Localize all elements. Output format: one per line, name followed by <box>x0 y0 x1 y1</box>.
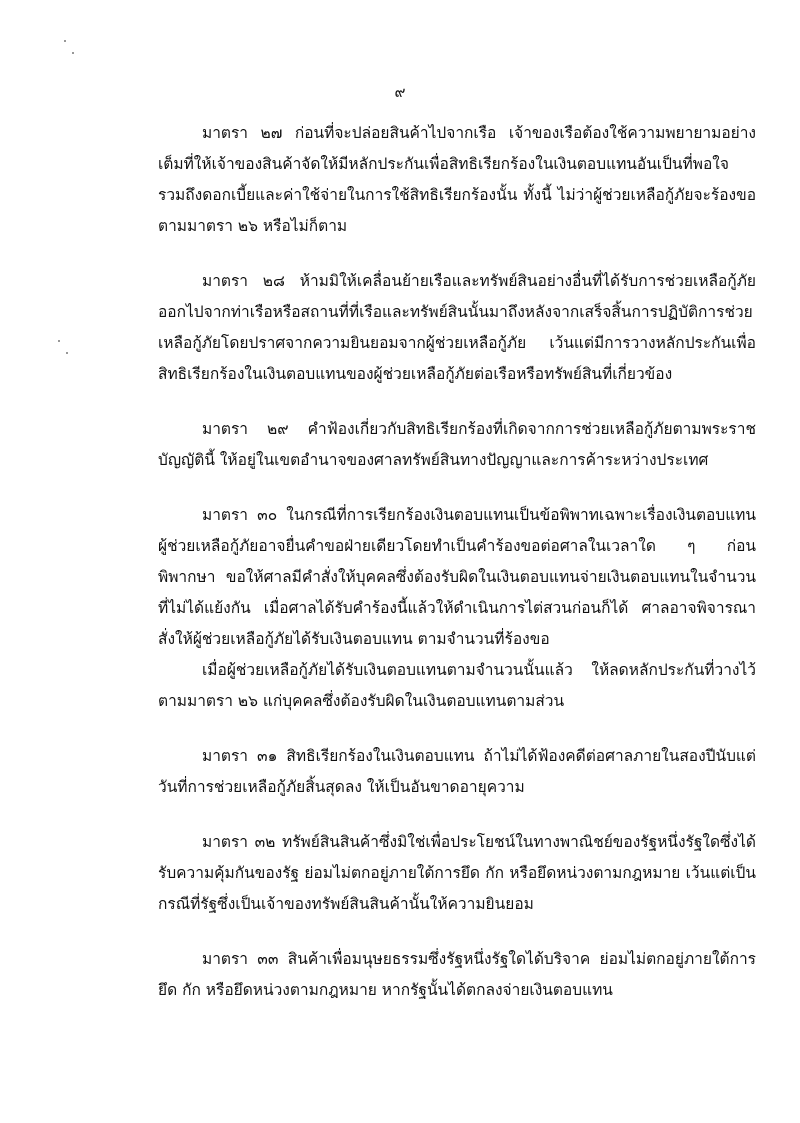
section-32 <box>158 827 756 920</box>
section-paragraph: มาตรา ๒๘ ห้ามมิให้เคลื่อนย้ายเรือและทรัพย์สินอย่างอื่นที่ได้รับการช่วยเหลือกู้ภัยออกไปจากท่าเรือหรือสถานที่ที่เรือและทรัพย์สินนั้นมาถึงหลังจากเสร็จสิ้นการปฏิบัติการช่วยเหลือกู้ภัยโดยปราศจากความยินยอมจากผู้ช่วยเหลือกู้ภัย เว้นแต่มีการวางหลักประกันเพื่อสิทธิเรียกร้องในเงินตอบแทนของผู้ช่วยเหลือกู้ภัยต่อเรือหรือทรัพย์สินที่เกี่ยวข้อง <box>158 272 756 383</box>
section-paragraph: มาตรา ๓๓ สินค้าเพื่อมนุษยธรรมซึ่งรัฐหนึ่งรัฐใดได้บริจาค ย่อมไม่ตกอยู่ภายใต้การยึด กัก หรือยึดหน่วงตามกฎหมาย หากรัฐนั้นได้ตกลงจ่ายเงินตอบแทน <box>158 950 756 999</box>
scan-speck <box>58 340 60 342</box>
section-paragraph: มาตรา ๒๙ คำฟ้องเกี่ยวกับสิทธิเรียกร้องที่เกิดจากการช่วยเหลือกู้ภัยตามพระราชบัญญัตินี้ ให้อยู่ในเขตอำนาจของศาลทรัพย์สินทางปัญญาและการค้าระหว่างประเทศ <box>158 420 756 469</box>
scan-speck <box>64 40 66 42</box>
scan-speck <box>66 352 68 354</box>
section-27 <box>158 118 756 242</box>
section-29 <box>158 414 756 476</box>
section-paragraph: เมื่อผู้ช่วยเหลือกู้ภัยได้รับเงินตอบแทนตามจำนวนนั้นแล้ว ให้ลดหลักประกันที่วางไว้ตามมาตรา ๒๖ แก่บุคคลซึ่งต้องรับผิดในเงินตอบแทนตามส่วน <box>158 661 756 710</box>
document-body <box>158 118 756 1030</box>
section-31 <box>158 741 756 803</box>
section-paragraph: มาตรา ๓๒ ทรัพย์สินสินค้าซึ่งมิใช่เพื่อประโยชน์ในทางพาณิชย์ของรัฐหนึ่งรัฐใดซึ่งได้รับความคุ้มกันของรัฐ ย่อมไม่ตกอยู่ภายใต้การยึด กัก หรือยึดหน่วงตามกฎหมาย เว้นแต่เป็นกรณีที่รัฐซึ่งเป็นเจ้าของทรัพย์สินสินค้านั้นให้ความยินยอม <box>158 833 756 913</box>
section-paragraph: มาตรา ๓๑ สิทธิเรียกร้องในเงินตอบแทน ถ้าไม่ได้ฟ้องคดีต่อศาลภายในสองปีนับแต่วันที่การช่วยเหลือกู้ภัยสิ้นสุดลง ให้เป็นอันขาดอายุความ <box>158 747 756 796</box>
section-30 <box>158 500 756 717</box>
page-number: ๙ <box>394 83 406 101</box>
section-paragraph: มาตรา ๒๗ ก่อนที่จะปล่อยสินค้าไปจากเรือ เจ้าของเรือต้องใช้ความพยายามอย่างเต็มที่ให้เจ้าของสินค้าจัดให้มีหลักประกันเพื่อสิทธิเรียกร้องในเงินตอบแทนอันเป็นที่พอใจ รวมถึงดอกเบี้ยและค่าใช้จ่ายในการใช้สิทธิเรียกร้องนั้น ทั้งนี้ ไม่ว่าผู้ช่วยเหลือกู้ภัยจะร้องขอตามมาตรา ๒๖ หรือไม่ก็ตาม <box>158 124 756 235</box>
section-paragraph: มาตรา ๓๐ ในกรณีที่การเรียกร้องเงินตอบแทนเป็นข้อพิพาทเฉพาะเรื่องเงินตอบแทนผู้ช่วยเหลือกู้ภัยอาจยื่นคำขอฝ่ายเดียวโดยทำเป็นคำร้องขอต่อศาลในเวลาใด ๆ ก่อนพิพากษา ขอให้ศาลมีคำสั่งให้บุคคลซึ่งต้องรับผิดในเงินตอบแทนจ่ายเงินตอบแทนในจำนวนที่ไม่ได้แย้งกัน เมื่อศาลได้รับคำร้องนี้แล้วให้ดำเนินการไต่สวนก่อนก็ได้ ศาลอาจพิจารณาสั่งให้ผู้ช่วยเหลือกู้ภัยได้รับเงินตอบแทน ตามจำนวนที่ร้องขอ <box>158 506 756 648</box>
section-33 <box>158 944 756 1006</box>
scan-speck <box>72 52 74 54</box>
section-28 <box>158 266 756 390</box>
